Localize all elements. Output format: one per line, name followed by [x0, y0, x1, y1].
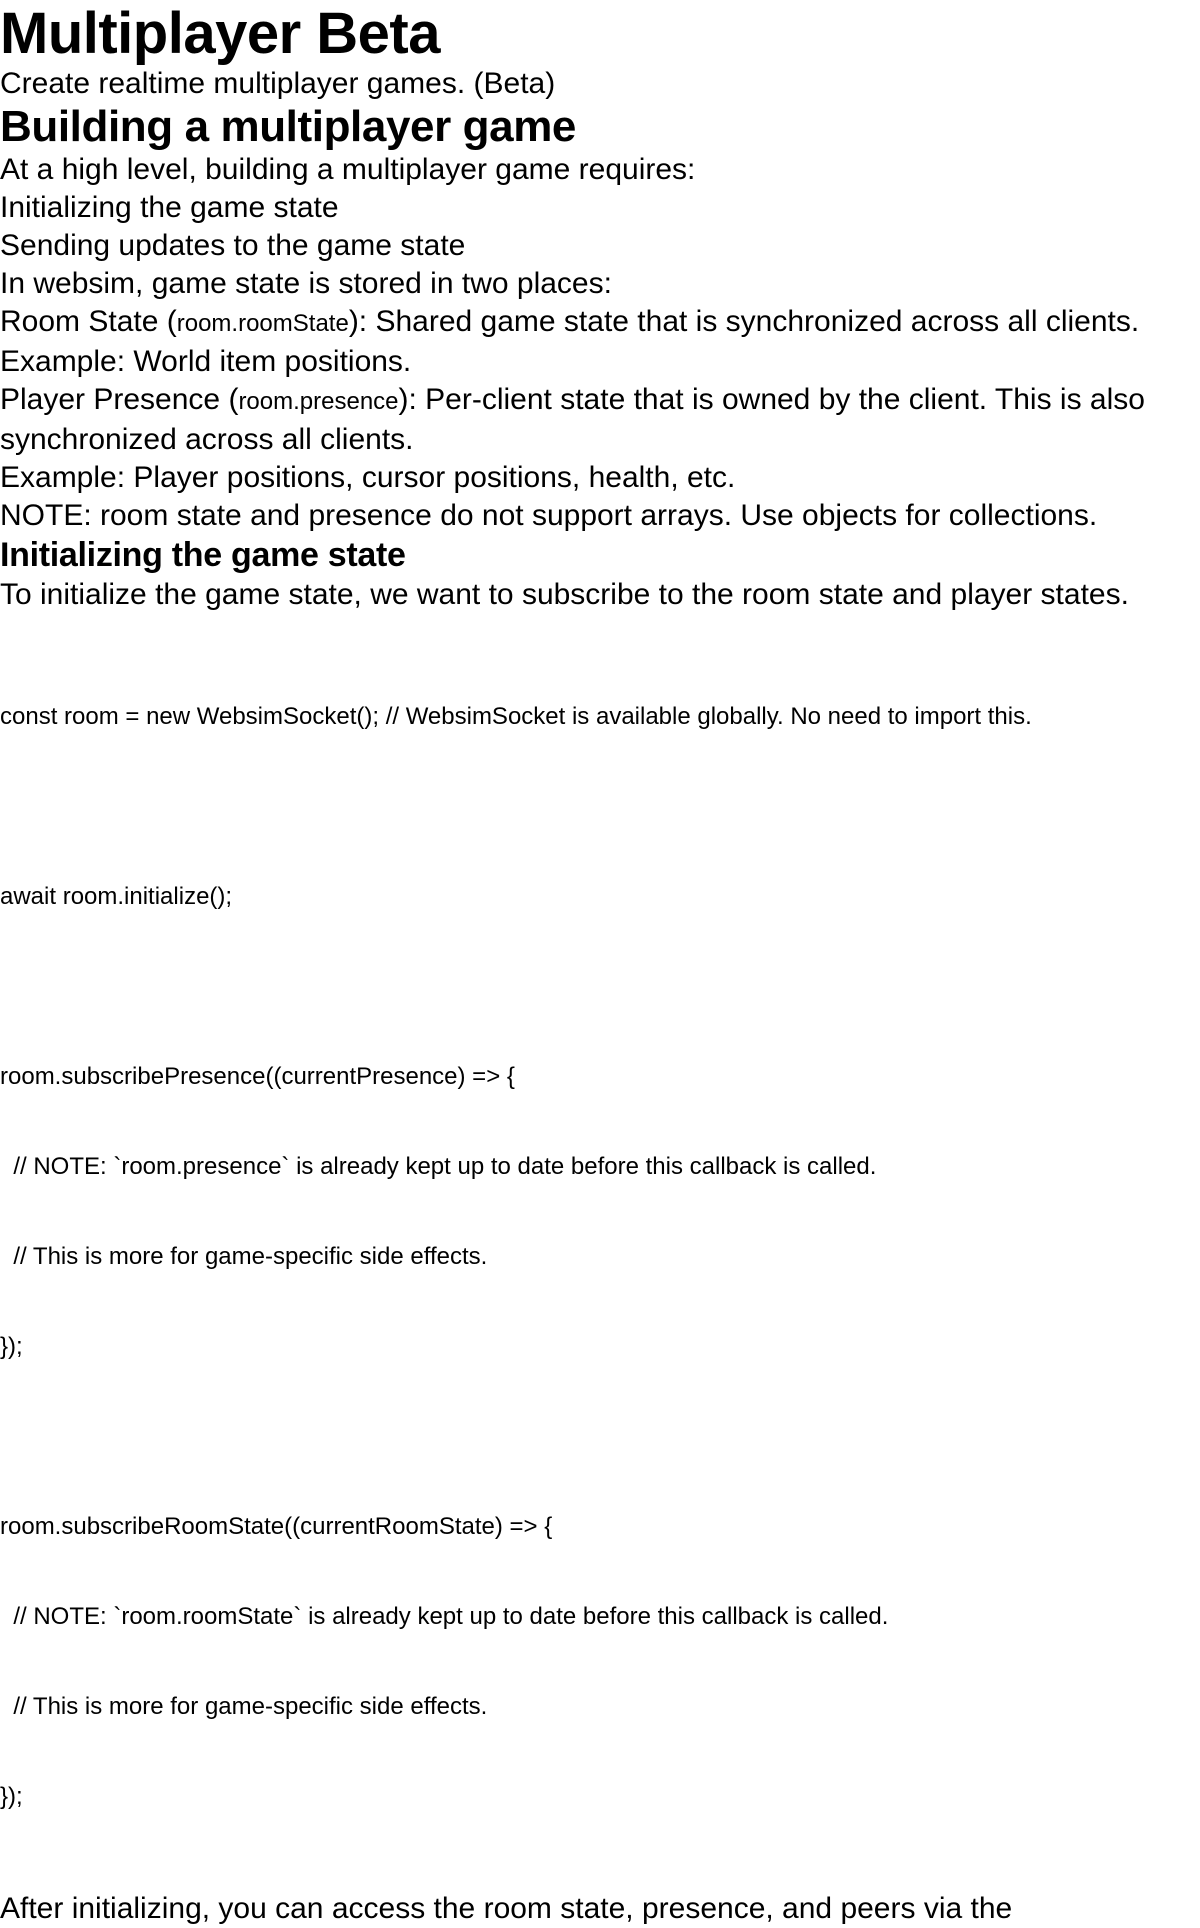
- code-line: room.subscribeRoomState((currentRoomState) => {: [0, 1513, 553, 1541]
- code-line: // This is more for game-specific side effects.: [0, 1693, 488, 1721]
- room-state-example: Example: World item positions.: [0, 345, 412, 379]
- code-block: [0, 642, 1200, 1872]
- spacer: [0, 614, 1200, 642]
- initializing-intro: To initialize the game state, we want to subscribe to the room state and player states.: [0, 578, 1129, 612]
- presence-prefix: Player Presence (: [0, 383, 239, 417]
- code-line: });: [0, 1333, 23, 1361]
- code-line: [0, 792, 1200, 822]
- requirements-intro: At a high level, building a multiplayer game requires:: [0, 153, 696, 187]
- after-initializing-text: After initializing, you can access the room state, presence, and peers via the: [0, 1892, 1013, 1926]
- code-line: // NOTE: `room.roomState` is already kept up to date before this callback is called.: [0, 1603, 889, 1631]
- presence-suffix: ): Per-client state that is owned by the client. This is also synchronized across all clients.: [0, 383, 1145, 457]
- presence-code: room.presence: [238, 388, 399, 416]
- code-line: });: [0, 1783, 23, 1811]
- storage-intro: In websim, game state is stored in two places:: [0, 267, 612, 301]
- presence-example: Example: Player positions, cursor positions, health, etc.: [0, 461, 736, 495]
- code-line: await room.initialize();: [0, 883, 233, 911]
- requirement-item: Initializing the game state: [0, 191, 339, 225]
- arrays-note: NOTE: room state and presence do not support arrays. Use objects for collections.: [0, 499, 1098, 533]
- code-line: // NOTE: `room.presence` is already kept up to date before this callback is called.: [0, 1153, 877, 1181]
- requirement-item: Sending updates to the game state: [0, 229, 466, 263]
- code-line: // This is more for game-specific side effects.: [0, 1243, 488, 1271]
- presence-description: [0, 381, 1200, 459]
- room-state-suffix: ): Shared game state that is synchronized across all clients.: [348, 305, 1140, 339]
- code-line: [0, 1422, 1200, 1452]
- code-line: const room = new WebsimSocket(); // WebsimSocket is available globally. No need to import this.: [0, 703, 1032, 731]
- room-state-prefix: Room State (: [0, 305, 177, 339]
- section-heading-building: Building a multiplayer game: [0, 101, 576, 151]
- page-title: Multiplayer Beta: [0, 1, 440, 66]
- section-heading-initializing: Initializing the game state: [0, 536, 406, 575]
- code-line: room.subscribePresence((currentPresence) => {: [0, 1063, 515, 1091]
- code-line: [0, 972, 1200, 1002]
- room-state-code: room.roomState: [176, 310, 349, 338]
- page-subtitle: Create realtime multiplayer games. (Beta): [0, 66, 556, 100]
- room-state-description: [0, 303, 1200, 343]
